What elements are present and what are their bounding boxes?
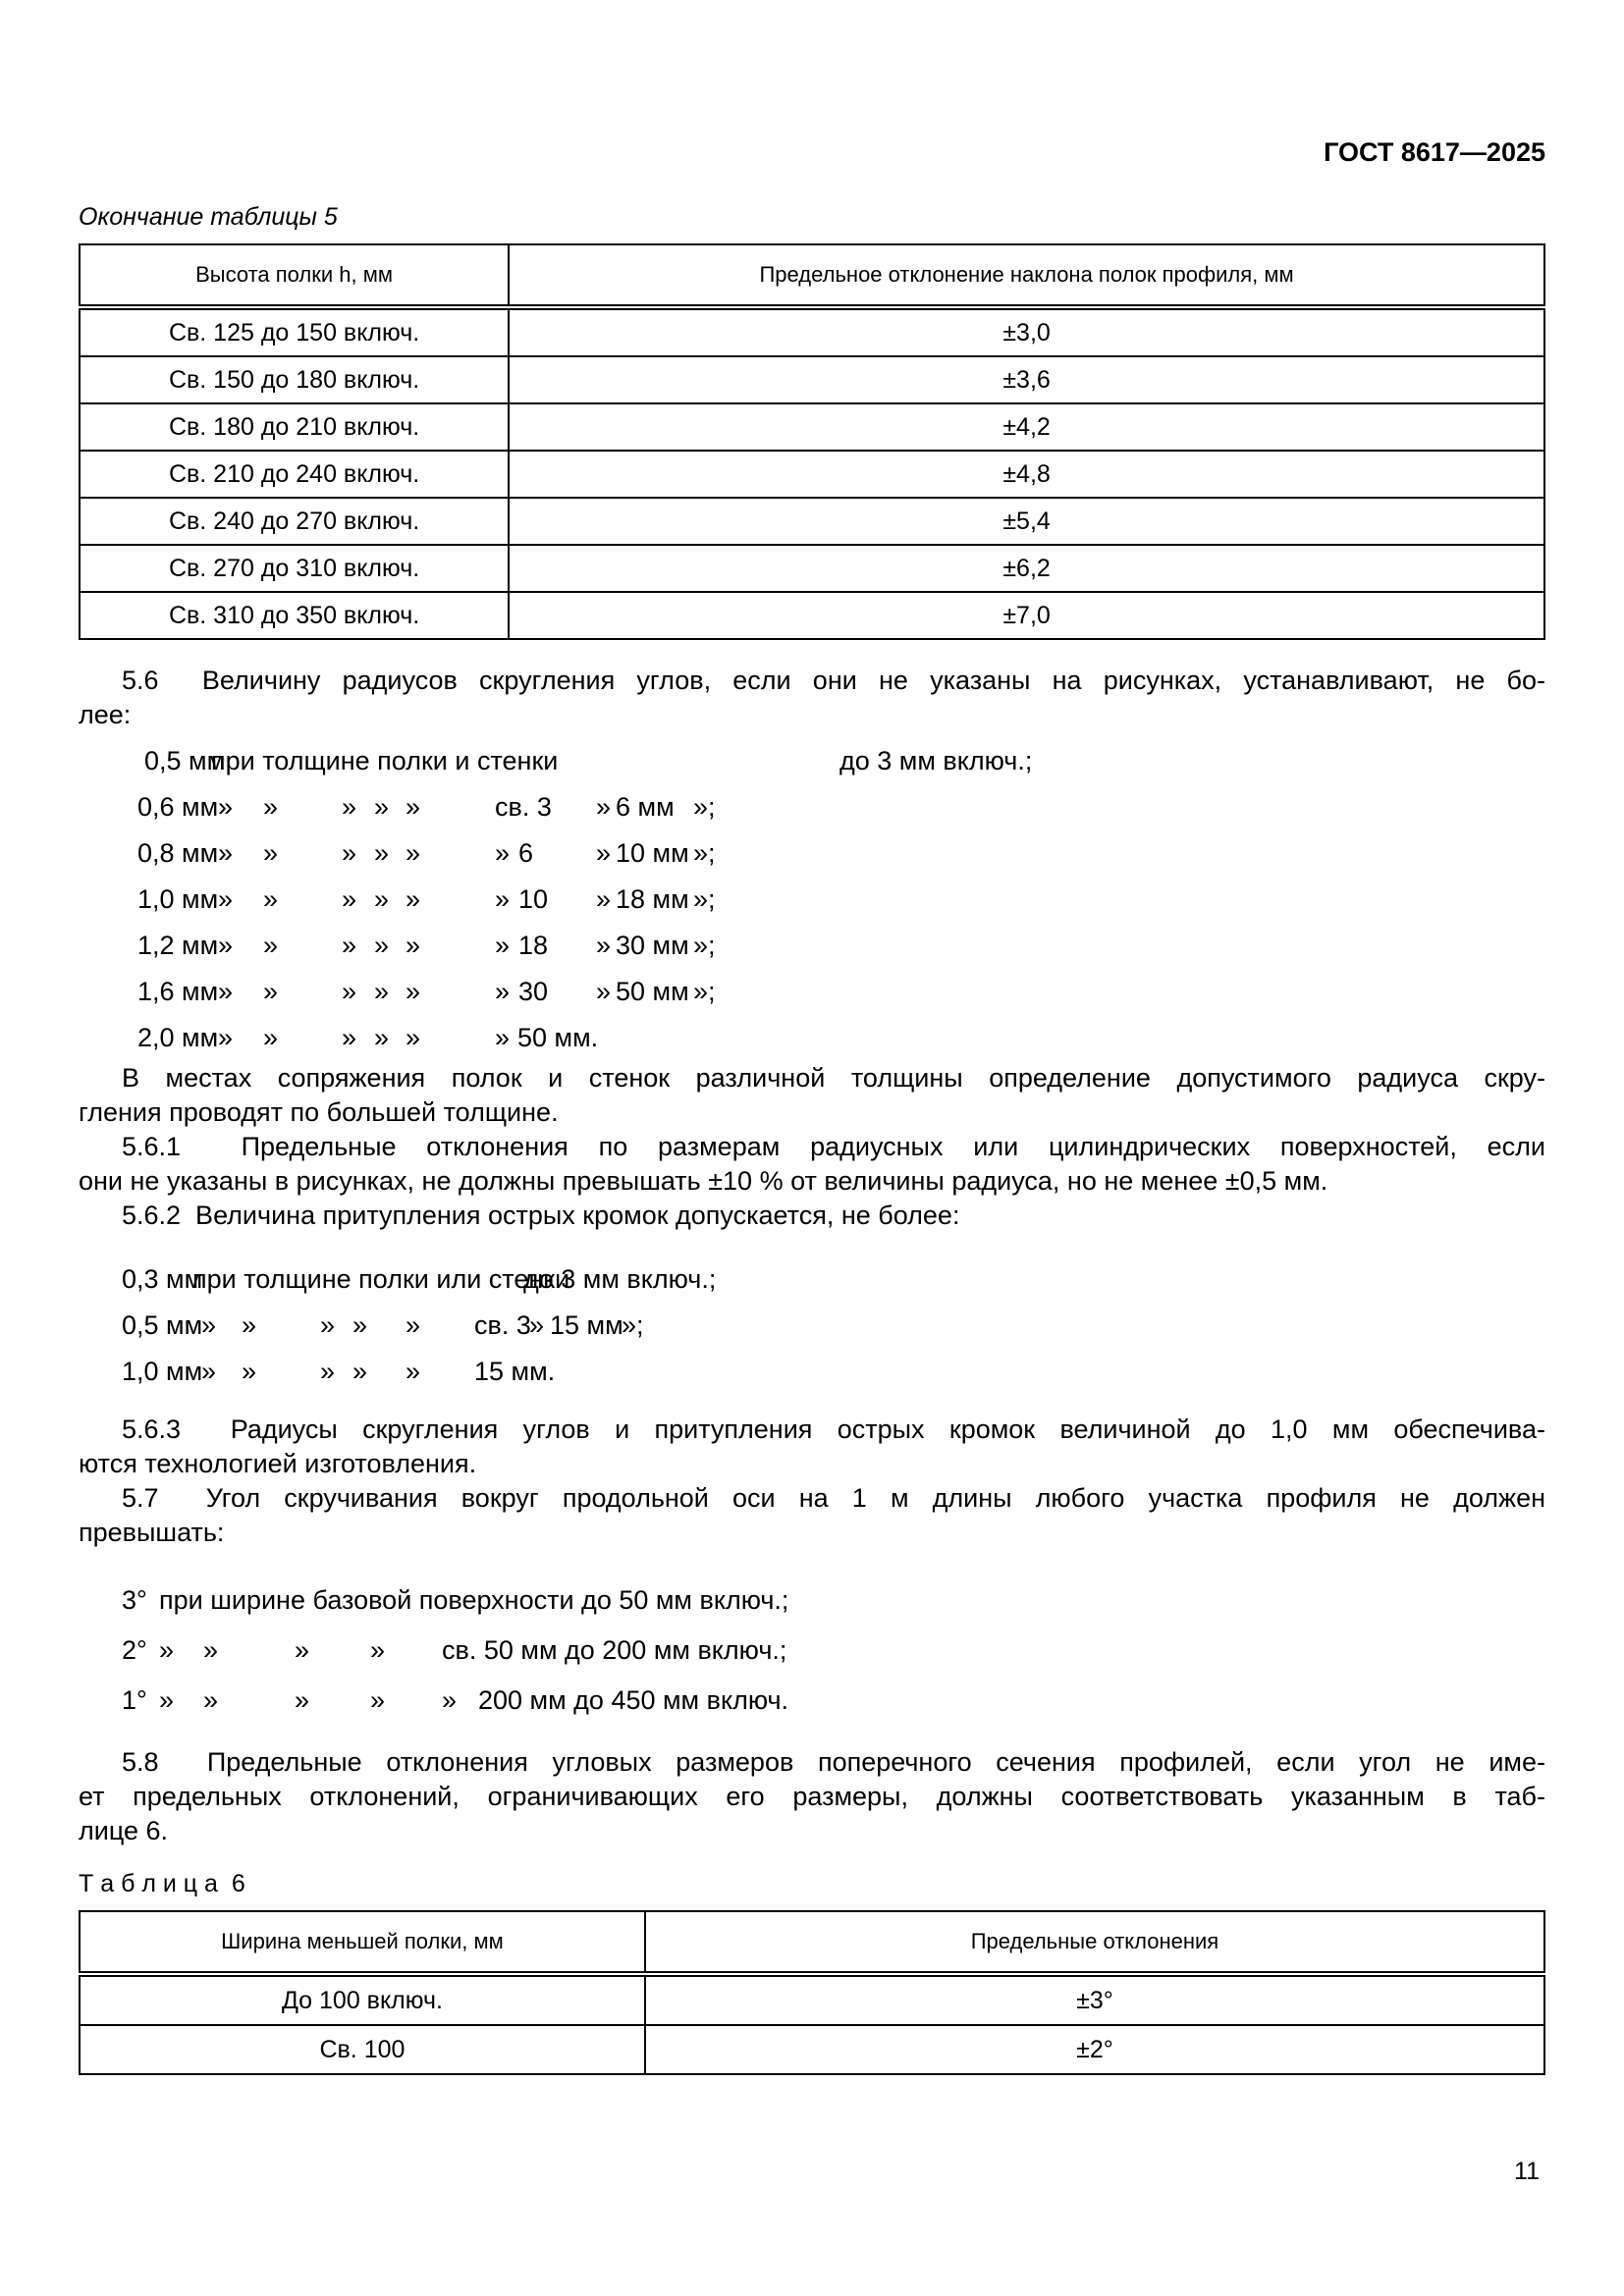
ditto-mark: »; [622,1310,644,1340]
list-cell: 1,0 мм [137,884,219,914]
ditto-mark: » [374,792,390,822]
list-cell: 2,0 мм [137,1023,219,1052]
table-cell: Св. 180 до 210 включ. [80,403,509,451]
list-line [79,1303,1545,1349]
table-cell: До 100 включ. [80,1974,645,2025]
list-cell: 15 мм. [474,1357,556,1386]
list-line [79,1349,1545,1395]
table-cell: Св. 125 до 150 включ. [80,307,509,356]
list-cell: 50 мм [616,977,689,1006]
ditto-mark: » [218,977,234,1006]
paragraph-5-6 [79,664,1545,732]
list-cell: 6 [518,838,534,868]
list-cell: 10 мм [616,838,689,868]
table-cell: Св. 240 до 270 включ. [80,498,509,545]
ditto-mark: » [352,1310,368,1340]
ditto-mark: » [218,884,234,914]
ditto-mark: » [218,1023,234,1052]
ditto-mark: » [370,1685,386,1715]
list-cell: до 3 мм включ.; [839,746,1033,775]
twist-list [79,1575,1545,1726]
list-cell: 18 мм [616,884,689,914]
table-row [80,2025,1544,2074]
list-cell: 30 [518,977,549,1006]
ditto-mark: » [495,977,511,1006]
column-header: Высота полки h, мм [80,244,509,307]
paragraph-joining [79,1061,1545,1130]
text-line: 5.6.3 Радиусы скругления углов и притупления острых кромок величиной до 1,0 мм обеспечива- [122,1415,1545,1444]
ditto-mark: »; [693,838,716,868]
ditto-mark: » [263,838,279,868]
list-line [79,1256,1545,1303]
list-cell: св. 50 мм до 200 мм включ.; [442,1635,787,1665]
ditto-mark: » [203,1635,219,1665]
table-cell: Св. 100 [80,2025,645,2074]
column-header: Ширина меньшей полки, мм [80,1911,645,1974]
list-cell: 10 [518,884,549,914]
ditto-mark: » [529,1310,545,1340]
table-cell: Св. 270 до 310 включ. [80,545,509,592]
text-line: 5.6.1 Предельные отклонения по размерам радиусных или цилиндрических поверхностей, если [122,1132,1545,1161]
ditto-mark: » [263,792,279,822]
paragraph-5-6-2 [79,1199,1545,1233]
ditto-mark: » [242,1357,257,1386]
ditto-mark: »; [693,977,716,1006]
ditto-mark: » [406,977,421,1006]
table-cell: ±7,0 [509,592,1544,639]
list-cell: 0,5 мм [122,1310,203,1340]
list-cell: 30 мм [616,931,689,960]
list-cell: 0,6 мм [137,792,219,822]
list-line [79,877,1545,923]
list-cell: при толщине полки и стенки [211,746,559,775]
list-cell: до 3 мм включ.; [523,1264,717,1294]
text-line: 5.8 Предельные отклонения угловых размеров поперечного сечения профилей, если угол не име- [122,1747,1545,1777]
list-cell: 1,0 мм [122,1357,203,1386]
table-cell: ±3° [645,1974,1544,2025]
text-line: лице 6. [79,1816,169,1845]
ditto-mark: » [374,884,390,914]
ditto-mark: » [203,1685,219,1715]
text-line: ет предельных отклонений, ограничивающих его размеры, должны соответствовать указанным в таб- [79,1782,1545,1811]
ditto-mark: » [201,1310,217,1340]
text-line: они не указаны в рисунках, не должны превышать ±10 % от величины радиуса, но не менее ±0,5 мм. [79,1166,1328,1196]
text-line: 5.6.2 Величина притупления острых кромок допускается, не более: [122,1201,960,1230]
list-cell: 0,3 мм [122,1264,203,1294]
list-cell: 200 мм до 450 мм включ. [478,1685,789,1715]
list-line [79,1626,1545,1676]
ditto-mark: » [342,977,357,1006]
ditto-mark: » [242,1310,257,1340]
ditto-mark: » [406,792,421,822]
table6-label: Т а б л и ц а 6 [79,1870,245,1897]
ditto-mark: » [596,884,612,914]
ditto-mark: » [406,838,421,868]
ditto-mark: »; [693,792,716,822]
table-row [80,451,1544,498]
table-cell: ±6,2 [509,545,1544,592]
ditto-mark: » [406,884,421,914]
ditto-mark: » [596,838,612,868]
ditto-mark: » [159,1635,175,1665]
ditto-mark: » [406,931,421,960]
ditto-mark: » [320,1357,336,1386]
ditto-mark: » [263,884,279,914]
table-cell: ±2° [645,2025,1544,2074]
table-row [80,545,1544,592]
list-cell: 0,5 мм [144,746,226,775]
list-line [79,1015,1545,1061]
ditto-mark: » [596,977,612,1006]
ditto-mark: » [263,931,279,960]
ditto-mark: » [374,977,390,1006]
list-cell: 2° [122,1635,147,1665]
ditto-mark: » [342,1023,357,1052]
list-cell: 50 мм. [517,1023,599,1052]
blunt-list [79,1256,1545,1395]
ditto-mark: » [218,838,234,868]
ditto-mark: » [263,977,279,1006]
ditto-mark: » [374,1023,390,1052]
ditto-mark: » [218,792,234,822]
text-line: В местах сопряжения полок и стенок различной толщины определение допустимого радиуса скру- [122,1063,1545,1093]
table-6 [79,1910,1545,2075]
table-row [80,403,1544,451]
table-row [80,356,1544,403]
text-line: превышать: [79,1518,225,1547]
ditto-mark: » [495,838,511,868]
ditto-mark: » [442,1685,458,1715]
table5-header-row [80,244,1544,307]
list-cell: 3° [122,1585,147,1615]
ditto-mark: » [596,931,612,960]
list-cell: 1° [122,1685,147,1715]
paragraph-5-6-3 [79,1413,1545,1481]
list-cell: 1,2 мм [137,931,219,960]
list-cell: 15 мм [550,1310,623,1340]
ditto-mark: » [342,884,357,914]
ditto-mark: » [406,1357,421,1386]
ditto-mark: » [263,1023,279,1052]
ditto-mark: » [374,931,390,960]
table-row [80,592,1544,639]
table-cell: Св. 310 до 350 включ. [80,592,509,639]
table-cell: ±3,0 [509,307,1544,356]
list-line [79,923,1545,969]
list-line [79,738,1545,784]
table-cell: Св. 210 до 240 включ. [80,451,509,498]
list-cell: 6 мм [616,792,675,822]
list-line [79,784,1545,830]
table-row [80,498,1544,545]
ditto-mark: » [495,1023,511,1052]
ditto-mark: » [374,838,390,868]
ditto-mark: » [218,931,234,960]
column-header: Предельные отклонения [645,1911,1544,1974]
ditto-mark: » [495,884,511,914]
list-line [79,969,1545,1015]
ditto-mark: » [406,1310,421,1340]
list-line [79,1676,1545,1726]
ditto-mark: »; [693,884,716,914]
table-cell: ±4,2 [509,403,1544,451]
ditto-mark: » [295,1635,310,1665]
ditto-mark: » [370,1635,386,1665]
ditto-mark: » [352,1357,368,1386]
ditto-mark: » [495,931,511,960]
table-cell: ±4,8 [509,451,1544,498]
table-row [80,307,1544,356]
ditto-mark: » [201,1357,217,1386]
table-row [80,1974,1544,2025]
text-line: ются технологией изготовления. [79,1449,477,1478]
table-cell: Св. 150 до 180 включ. [80,356,509,403]
list-cell: св. 3 [474,1310,531,1340]
list-cell: при толщине полки или стенки [192,1264,570,1294]
text-line: гления проводят по большей толщине. [79,1097,559,1127]
text-line: лее: [79,700,132,729]
radius-list [79,738,1545,1061]
text-line: 5.6 Величину радиусов скругления углов, если они не указаны на рисунках, устанавливают, не бо- [122,666,1545,695]
paragraph-5-7 [79,1481,1545,1550]
list-cell: 0,8 мм [137,838,219,868]
table-cell: ±3,6 [509,356,1544,403]
ditto-mark: » [159,1685,175,1715]
doc-code: ГОСТ 8617—2025 [1324,137,1545,167]
list-cell: 18 [518,931,549,960]
ditto-mark: » [342,931,357,960]
paragraph-5-6-1 [79,1130,1545,1199]
list-cell: 1,6 мм [137,977,219,1006]
list-cell: при ширине базовой поверхности до 50 мм включ.; [159,1585,789,1615]
table5-caption: Окончание таблицы 5 [79,203,338,231]
page-number: 11 [1514,2158,1540,2185]
ditto-mark: »; [693,931,716,960]
ditto-mark: » [295,1685,310,1715]
ditto-mark: » [320,1310,336,1340]
ditto-mark: » [342,792,357,822]
ditto-mark: » [596,792,612,822]
column-header: Предельное отклонение наклона полок профиля, мм [509,244,1544,307]
table6-header-row [80,1911,1544,1974]
list-line [79,1575,1545,1626]
table-5 [79,243,1545,640]
table-cell: ±5,4 [509,498,1544,545]
text-line: 5.7 Угол скручивания вокруг продольной оси на 1 м длины любого участка профиля не должен [122,1483,1545,1513]
list-cell: св. 3 [495,792,552,822]
paragraph-5-8 [79,1745,1545,1848]
ditto-mark: » [406,1023,421,1052]
ditto-mark: » [342,838,357,868]
list-line [79,830,1545,877]
